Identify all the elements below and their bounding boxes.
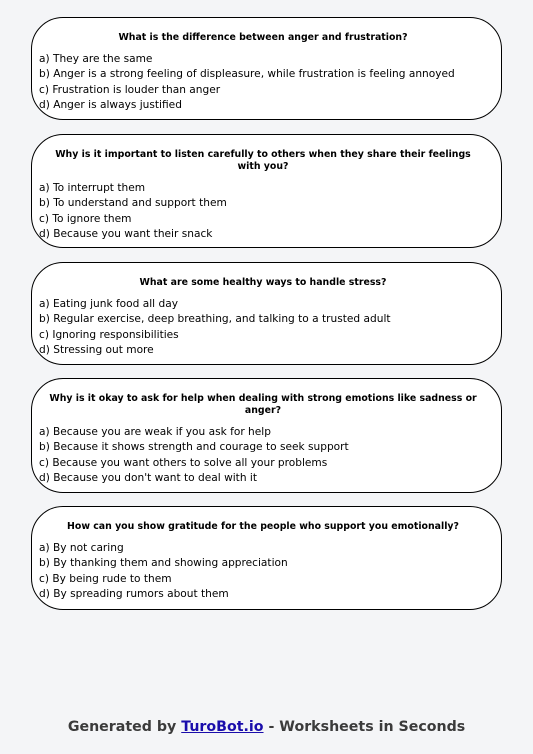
answer-option-d: d) By spreading rumors about them [39,587,229,600]
answer-option-a: a) To interrupt them [39,182,146,194]
answer-option-b: b) To understand and support them [39,197,227,210]
answer-options [39,541,487,602]
answer-options [39,297,487,358]
answer-option-b: b) Regular exercise, deep breathing, and talking to a trusted adult [39,313,391,326]
question-text: What is the difference between anger and frustration? [118,32,408,43]
answer-option-d: d) Anger is always justified [39,98,182,111]
answer-option-d: d) Stressing out more [39,343,154,356]
question-text: What are some healthy ways to handle stress? [139,277,387,288]
answer-option-a: a) Because you are weak if you ask for help [39,426,271,438]
footer-prefix: Generated by [67,719,182,735]
answer-option-d: d) Because you want their snack [39,227,213,240]
answer-option-c: c) Frustration is louder than anger [39,83,221,96]
question-card [31,262,502,365]
answer-option-b: b) Because it shows strength and courage to seek support [39,441,349,454]
answer-options [39,52,487,113]
question-card [31,134,502,248]
footer [0,719,533,735]
answer-option-c: c) Because you want others to solve all your problems [39,456,328,469]
question-card [31,506,502,610]
answer-option-a: a) By not caring [39,542,124,554]
answer-option-b: b) Anger is a strong feeling of displeasure, while frustration is feeling annoyed [39,68,455,81]
answer-option-b: b) By thanking them and showing appreciation [39,557,288,570]
question-text: Why is it important to listen carefully to others when they share their feelings with you? [55,149,471,172]
answer-options [39,425,487,486]
answer-option-a: a) They are the same [39,53,153,65]
answer-option-c: c) Ignoring responsibilities [39,328,179,341]
answer-option-a: a) Eating junk food all day [39,298,178,310]
question-card [31,17,502,120]
answer-option-c: c) To ignore them [39,212,132,225]
answer-option-d: d) Because you don't want to deal with it [39,471,258,484]
question-text: How can you show gratitude for the people who support you emotionally? [67,521,459,532]
question-text: Why is it okay to ask for help when dealing with strong emotions like sadness or anger? [49,393,477,416]
turobot-link[interactable]: TuroBot.io [181,719,264,735]
answer-options [39,181,487,242]
answer-option-c: c) By being rude to them [39,572,172,585]
footer-suffix: - Worksheets in Seconds [263,719,466,735]
question-card [31,378,502,493]
